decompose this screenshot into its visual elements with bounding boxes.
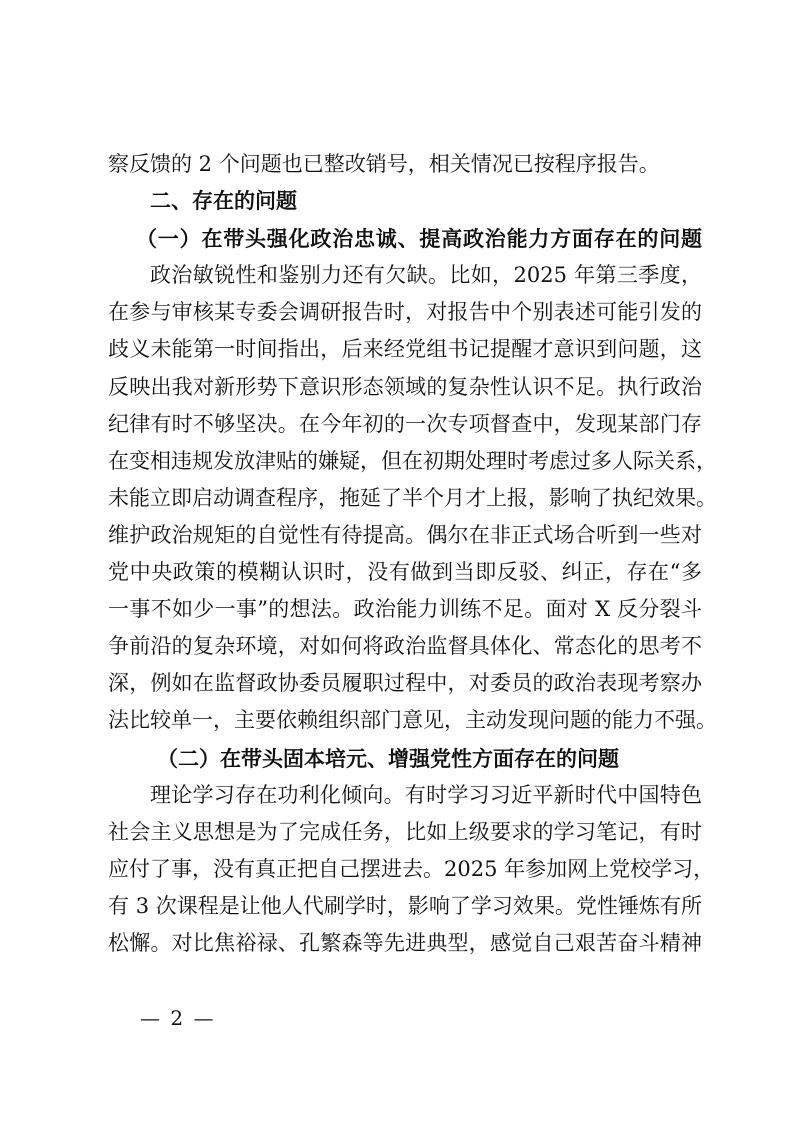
body-text-line: 深，例如在监督政协委员履职过程中，对委员的政治表现考察办 — [108, 671, 702, 696]
paragraph-first-line: 政治敏锐性和鉴别力还有欠缺。比如，2025 年第三季度， — [150, 263, 702, 288]
body-text-line: 法比较单一，主要依赖组织部门意见，主动发现问题的能力不强。 — [108, 708, 717, 733]
subsection-heading: （一）在带头强化政治忠诚、提高政治能力方面存在的问题 — [136, 226, 702, 252]
body-text-line: 在参与审核某专委会调研报告时，对报告中个别表述可能引发的 — [108, 300, 702, 325]
body-text-line: 松懈。对比焦裕禄、孔繁森等先进典型，感觉自己艰苦奋斗精神 — [108, 930, 702, 955]
paragraph-first-line: 理论学习存在功利化倾向。有时学习习近平新时代中国特色 — [150, 782, 702, 807]
document-body — [108, 146, 717, 962]
page-number: — 2 — — [140, 1006, 216, 1030]
body-text-line: 反映出我对新形势下意识形态领域的复杂性认识不足。执行政治 — [108, 374, 702, 399]
section-heading: 二、存在的问题 — [150, 189, 297, 214]
body-text-line: 在变相违规发放津贴的嫌疑，但在初期处理时考虑过多人际关系， — [108, 448, 717, 473]
body-text-line: 党中央政策的模糊认识时，没有做到当即反驳、纠正，存在“多 — [108, 560, 702, 585]
body-text-line: 歧义未能第一时间指出，后来经党组书记提醒才意识到问题，这 — [108, 337, 702, 362]
body-text-line: 维护政治规矩的自觉性有待提高。偶尔在非正式场合听到一些对 — [108, 522, 702, 547]
body-text-line: 未能立即启动调查程序，拖延了半个月才上报，影响了执纪效果。 — [108, 485, 717, 510]
body-text-line: 一事不如少一事”的想法。政治能力训练不足。面对 X 反分裂斗 — [108, 597, 702, 622]
body-text-line: 有 3 次课程是让他人代刷学时，影响了学习效果。党性锤炼有所 — [108, 893, 702, 918]
body-text-line: 社会主义思想是为了完成任务，比如上级要求的学习笔记，有时 — [108, 819, 702, 844]
body-text-line: 察反馈的 2 个问题也已整改销号，相关情况已按程序报告。 — [108, 152, 660, 176]
body-text-line: 应付了事，没有真正把自己摆进去。2025 年参加网上党校学习， — [108, 856, 715, 881]
subsection-heading: （二）在带头固本培元、增强党性方面存在的问题 — [157, 745, 619, 771]
body-text-line: 纪律有时不够坚决。在今年初的一次专项督查中，发现某部门存 — [108, 411, 702, 436]
body-text-line: 争前沿的复杂环境，对如何将政治监督具体化、常态化的思考不 — [108, 634, 702, 659]
